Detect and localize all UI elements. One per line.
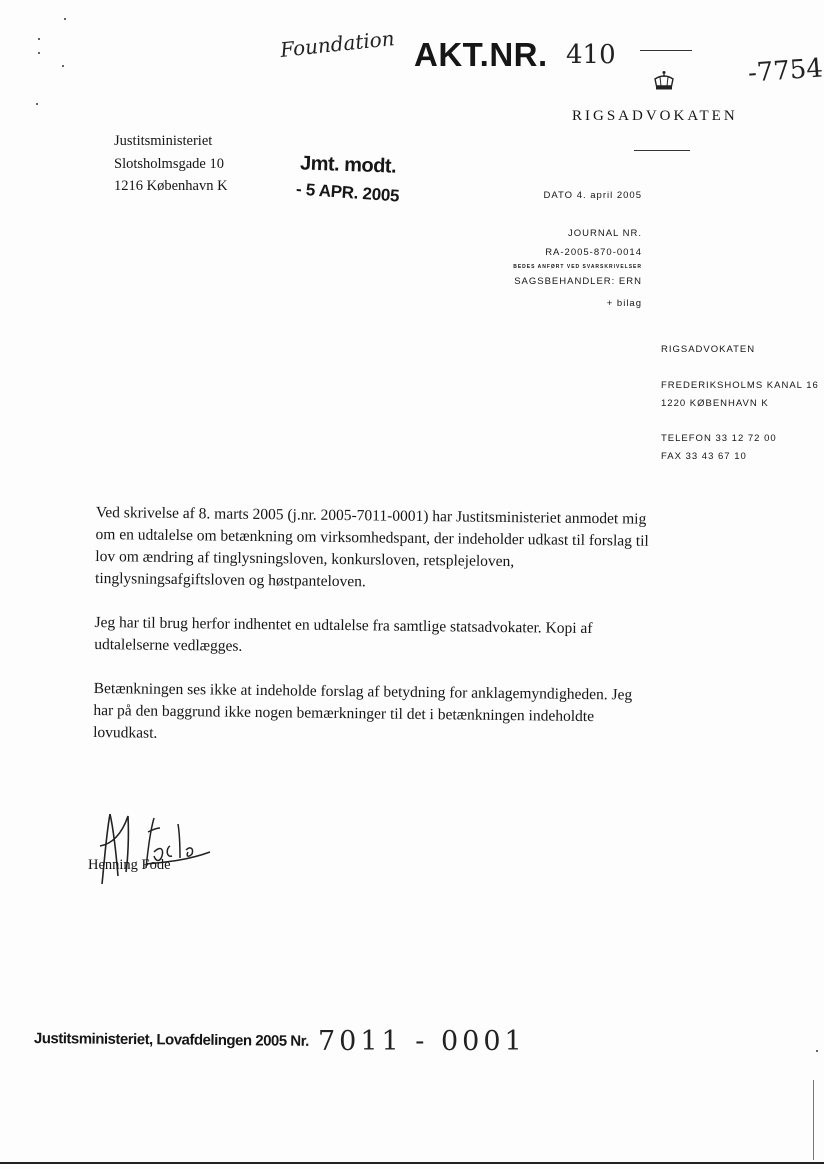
- sender-street: FREDERIKSHOLMS KANAL 16: [661, 380, 819, 391]
- reference-block: [440, 190, 642, 309]
- sender-address: [661, 341, 819, 466]
- received-stamp-line1: Jmt. modt.: [299, 152, 397, 178]
- body-paragraph: Ved skrivelse af 8. marts 2005 (j.nr. 2005-7011-0001) har Justitsministeriet anmodet mig om en udtalelse om betænkning om virksomhedspant, der indeholder udkast til forslag til lov om ændring af tinglysningsloven, konkursloven, retsplejeloven, tinglysningsafgiftsloven og høstpanteloven.: [94, 503, 649, 591]
- sender-city: 1220 KØBENHAVN K: [661, 398, 769, 409]
- handwritten-topic: Foundation: [279, 26, 396, 62]
- letter-body: [93, 502, 656, 751]
- recipient-line: Slotsholmsgade 10: [114, 155, 224, 172]
- body-paragraph: Betænkningen ses ikke at indeholde forslag af betydning for anklagemyndigheden. Jeg har på den baggrund ikke nogen bemærkninger til det i betænkningen indeholdte lovudkast.: [93, 679, 633, 742]
- header-rule: [640, 50, 692, 51]
- letter-date: DATO 4. april 2005: [543, 190, 642, 201]
- akt-number: 410: [566, 40, 616, 70]
- crown-icon: [652, 70, 676, 92]
- handwritten-ref: -7754: [747, 53, 824, 89]
- received-stamp-date: - 5 APR. 2005: [295, 179, 400, 206]
- handwritten-signature: [88, 806, 218, 888]
- recipient-line: 1216 København K: [114, 178, 228, 194]
- org-name-header: RIGSADVOKATEN: [572, 108, 738, 124]
- signatory-name: Henning Fode: [88, 857, 171, 873]
- scan-speck: [62, 65, 64, 67]
- sender-phone: TELEFON 33 12 72 00: [661, 433, 777, 444]
- footer-handwritten-number: 7011 - 0001: [318, 1026, 526, 1057]
- journal-label: JOURNAL NR.: [568, 228, 642, 239]
- scan-speck: [64, 18, 66, 20]
- sender-fax: FAX 33 43 67 10: [661, 451, 747, 462]
- scan-speck: [36, 103, 38, 105]
- sender-name: RIGSADVOKATEN: [661, 344, 756, 355]
- case-handler: SAGSBEHANDLER: ERN: [514, 276, 642, 287]
- org-rule: [634, 150, 690, 151]
- scan-speck: [38, 52, 40, 54]
- attachment-note: + bilag: [606, 298, 642, 309]
- akt-label: AKT.NR.: [414, 36, 548, 73]
- body-paragraph: Jeg har til brug herfor indhentet en udtalelse fra samtlige statsadvokater. Kopi af udtalelserne vedlægges.: [94, 613, 593, 655]
- scan-edge-line: [813, 1080, 814, 1160]
- journal-number: RA-2005-870-0014: [545, 247, 642, 258]
- footer-stamp: Justitsministeriet, Lovafdelingen 2005 Nr.: [33, 1030, 309, 1050]
- scan-bottom-edge: [0, 1162, 824, 1164]
- recipient-address: [114, 130, 228, 198]
- scan-speck: [38, 38, 40, 40]
- scan-speck: [816, 1050, 818, 1052]
- recipient-line: Justitsministeriet: [114, 133, 213, 149]
- journal-note: BEDES ANFØRT VED SVARSKRIVELSER: [513, 264, 642, 270]
